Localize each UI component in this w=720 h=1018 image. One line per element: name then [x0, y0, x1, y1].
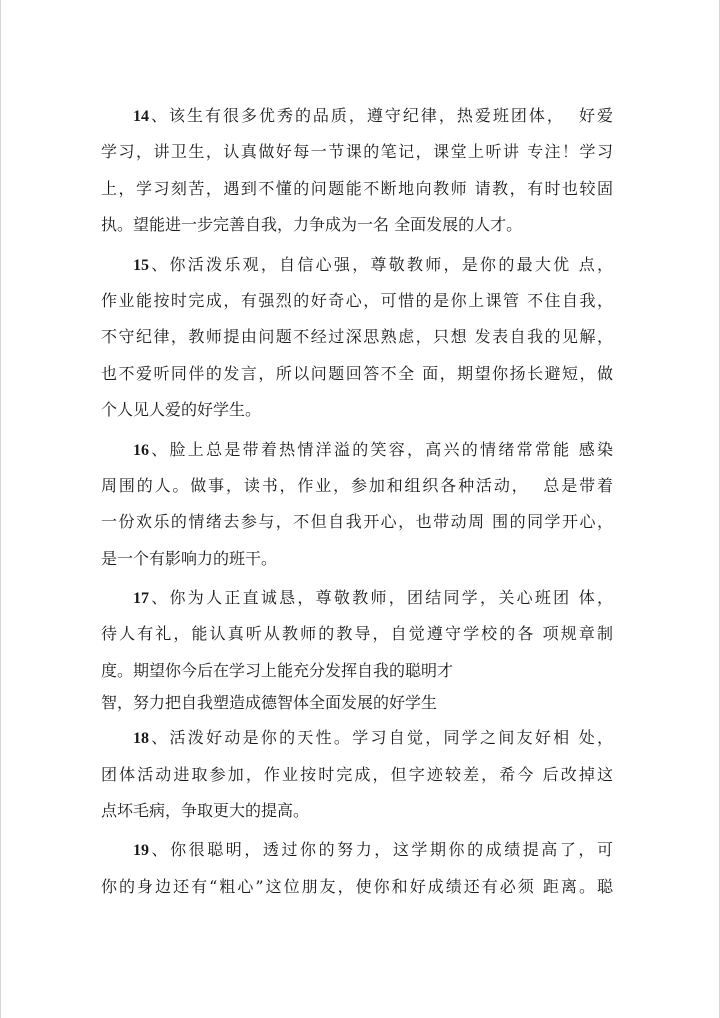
paragraph-line: 作业能按时完成，有强烈的好奇心，可惜的是你上课管 不住自我， — [101, 290, 613, 310]
paragraph-line: 执。望能进一步完善自我，力争成为一名 全面发展的人才。 — [101, 215, 523, 235]
paragraph-15 — [101, 247, 613, 429]
paragraph-line — [101, 432, 613, 468]
paragraph-line: 学习，讲卫生，认真做好每一节课的笔记，课堂上听讲 专注！学习 — [101, 142, 613, 162]
paragraph-14 — [101, 98, 613, 244]
paragraph-line: 团体活动进取参加，作业按时完成，但字迹较差，希今 后改掉这 — [101, 764, 613, 784]
paragraph-line — [101, 247, 613, 283]
paragraph-line: 周围的人。做事，读书，作业，参加和组织各种活动， 总是带着 — [101, 475, 613, 495]
paragraph-19 — [101, 832, 613, 905]
paragraph-line: 待人有礼，能认真听从教师的教导，自觉遵守学校的各 项规章制 — [101, 624, 613, 644]
paragraph-line: 度。期望你今后在学习上能充分发挥自我的聪明才 — [101, 660, 454, 680]
paragraph-number: 17 — [133, 590, 149, 608]
paragraph-line: 也不爱听同伴的发言，所以问题回答不全 面，期望你扬长避短，做 — [101, 363, 613, 383]
paragraph-line: 你的身边还有“粗心”这位朋友，使你和好成绩还有必须 距离。聪 — [101, 876, 613, 896]
paragraph-number: 18 — [133, 730, 149, 748]
line-text: 、你很聪明，透过你的努力，这学期你的成绩提高了，可 — [149, 840, 613, 860]
paragraph-number: 14 — [133, 108, 149, 125]
paragraph-number: 19 — [133, 842, 149, 860]
paragraph-line — [101, 832, 613, 868]
line-text: 、该生有很多优秀的品质，遵守纪律，热爱班团体， 好爱 — [149, 106, 613, 125]
document-body — [101, 98, 613, 908]
paragraph-line — [101, 720, 613, 756]
paragraph-line: 智，努力把自我塑造成德智体全面发展的好学生 — [101, 693, 438, 713]
paragraph-line: 不守纪律，教师提由问题不经过深思熟虑，只想 发表自我的见解， — [101, 327, 613, 347]
paragraph-number: 15 — [133, 256, 149, 274]
paragraph-line: 个人见人爱的好学生。 — [101, 400, 262, 420]
paragraph-line: 点坏毛病，争取更大的提高。 — [101, 801, 310, 821]
paragraph-line — [101, 580, 613, 616]
paragraph-number: 16 — [133, 441, 149, 459]
line-text: 、活泼好动是你的天性。学习自觉，同学之间友好相 处， — [149, 728, 613, 748]
paragraph-line: 是一个有影响力的班干。 — [101, 548, 278, 568]
paragraph-18 — [101, 720, 613, 829]
line-text: 、你为人正直诚恳，尊敬教师，团结同学，关心班团 体， — [149, 588, 613, 608]
paragraph-line — [101, 98, 613, 134]
paragraph-16 — [101, 432, 613, 578]
paragraph-line: 上，学习刻苦，遇到不懂的问题能不断地向教师 请教，有时也较固 — [101, 178, 613, 198]
line-text: 、脸上总是带着热情洋溢的笑容，高兴的情绪常常能 感染 — [149, 439, 613, 459]
paragraph-line: 一份欢乐的情绪去参与，不但自我开心，也带动周 围的同学开心， — [101, 512, 613, 532]
line-text: 、你活泼乐观，自信心强，尊敬教师，是你的最大优 点， — [149, 254, 613, 274]
paragraph-17 — [101, 580, 613, 717]
